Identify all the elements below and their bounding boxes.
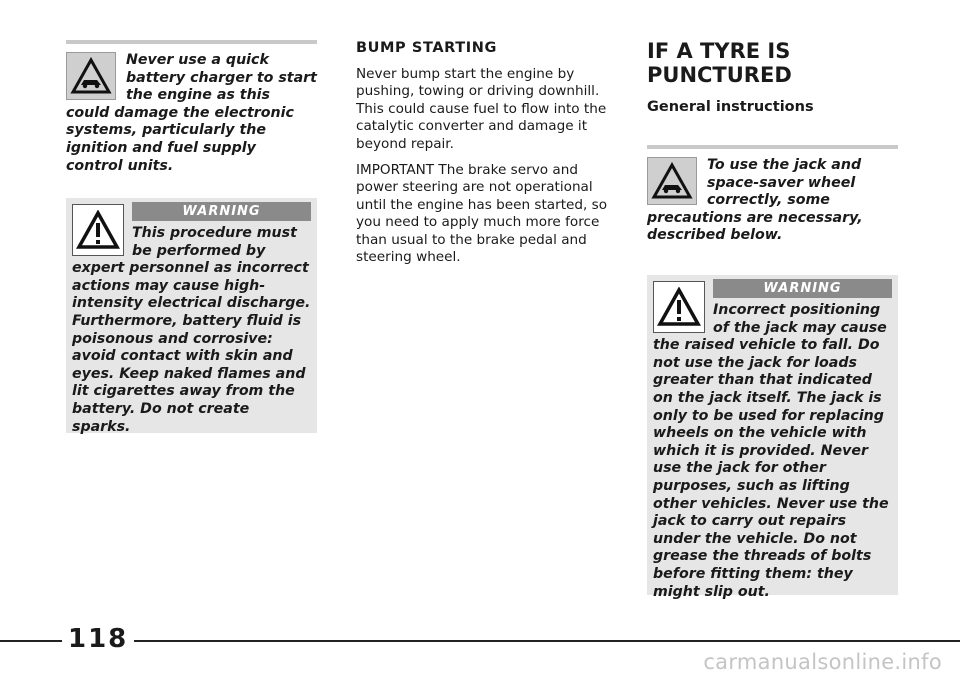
paragraph: IMPORTANT The brake servo and power steering are not operational until the engine has been started, so you need to apply much more force than usual to the brake pedal and steering wheel. [356,162,608,266]
tyre-puncture-section [647,39,899,115]
note-text: To use the jack and space-saver wheel correctly, some precautions are necessary, described below. [647,157,863,244]
exclamation-triangle-icon [653,281,705,333]
warning-text: This procedure must be performed by expert personnel as incorrect actions may cause high-intensity electrical discharge. Furthermore, battery fluid is poisonous and corrosive: avoid contact with skin and eyes. Keep naked flames and lit cigarettes away from the battery. Do not create sparks. [72,225,311,435]
subtitle: General instructions [647,99,814,115]
car-warning-triangle-icon [66,52,116,100]
page-title: IF A TYRE IS [647,39,791,63]
watermark: carmanualsonline.info [703,650,942,674]
footer-rule [0,640,960,642]
page-number: 118 [62,624,134,654]
warning-label: WARNING [132,202,311,221]
jack-warning-box [647,275,898,600]
battery-warning-box [66,198,317,433]
section-heading: BUMP STARTING [356,40,497,56]
bump-starting-section [356,40,610,275]
paragraph: Never bump start the engine by pushing, towing or driving downhill. This could cause fuel to flow into the catalytic converter and damage it beyond repair. [356,66,607,152]
battery-charger-note [66,40,317,175]
warning-label: WARNING [713,279,892,298]
note-text: Never use a quick battery charger to start the engine as this could damage the electronic systems, particularly the ignition and fuel supply control units. [66,52,317,174]
car-warning-triangle-icon [647,157,697,205]
exclamation-triangle-icon [72,204,124,256]
warning-text: Incorrect positioning of the jack may cause the raised vehicle to fall. Do not use the jack for loads greater than that indicated on the jack itself. The jack is only to be used for replacing wheels on the vehicle with which it is provided. Never use the jack for other purposes, such as lifting other vehicles. Never use the jack to carry out repairs under the vehicle. Do not grease the threads of bolts before fitting them: they might slip out. [653,302,889,600]
page-title: PUNCTURED [647,63,792,87]
jack-precautions-note [647,145,898,245]
